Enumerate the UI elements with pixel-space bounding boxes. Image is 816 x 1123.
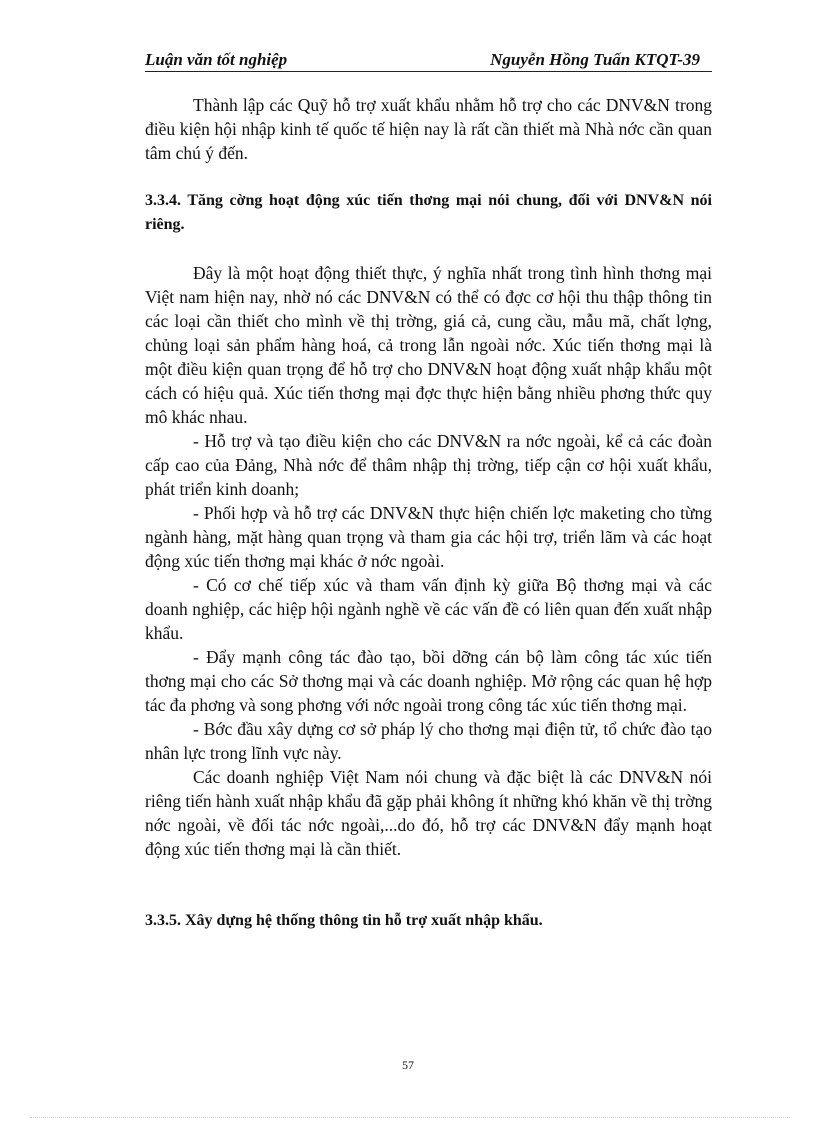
- header-author: Nguyễn Hồng Tuấn KTQT-39: [490, 50, 700, 69]
- page-body: [145, 93, 712, 933]
- header-thesis-title: Luận văn tốt nghiệp: [145, 50, 288, 69]
- paragraph-conclusion: Các doanh nghiệp Việt Nam nói chung và đặc biệt là các DNV&N nói riêng tiến hành xuất nhập khẩu đã gặp phải không ít những khó khăn về thị trờng nớc ngoài, về đối tác nớc ngoài,...do đó, hỗ trợ các DNV&N đẩy mạnh hoạt động xúc tiến thơng mại là cần thiết.: [145, 767, 712, 859]
- bullet-item: - Đẩy mạnh công tác đào tạo, bồi dỡng cán bộ làm công tác xúc tiến thơng mại cho các Sở thơng mại và các doanh nghiệp. Mở rộng các quan hệ hợp tác đa phơng và song phơng với nớc ngoài trong công tác xúc tiến thơng mại.: [145, 647, 712, 715]
- section-title: Tăng cờng hoạt động xúc tiến thơng mại nói chung, đối với DNV&N nói riêng.: [145, 192, 712, 233]
- section-heading-3-3-5: [145, 909, 712, 933]
- bullet-item: - Phối hợp và hỗ trợ các DNV&N thực hiện chiến lợc maketing cho từng ngành hàng, mặt hàng quan trọng và tham gia các hội trợ, triển lãm và các hoạt động xúc tiến thơng mại khác ở nớc ngoài.: [145, 503, 712, 571]
- section-number: 3.3.4.: [145, 192, 181, 209]
- section-title: Xây dựng hệ thống thông tin hỗ trợ xuất nhập khẩu.: [185, 912, 543, 929]
- section-number: 3.3.5.: [145, 912, 181, 929]
- paragraph-export-support-fund: Thành lập các Quỹ hỗ trợ xuất khẩu nhằm hỗ trợ cho các DNV&N trong điều kiện hội nhập kinh tế quốc tế hiện nay là rất cần thiết mà Nhà nớc cần quan tâm chú ý đến.: [145, 95, 712, 163]
- page-bottom-divider: [30, 1117, 790, 1118]
- bullet-item: - Hỗ trợ và tạo điều kiện cho các DNV&N ra nớc ngoài, kể cả các đoàn cấp cao của Đảng, Nhà nớc để thâm nhập thị trờng, tiếp cận cơ hội xuất khẩu, phát triển kinh doanh;: [145, 431, 712, 499]
- paragraph-trade-promotion: Đây là một hoạt động thiết thực, ý nghĩa nhất trong tình hình thơng mại Việt nam hiện nay, nhờ nó các DNV&N có thể có đợc cơ hội thu thập thông tin các loại cần thiết cho mình về thị trờng, giá cả, cung cầu, mẫu mã, chất lợng, chủng loại sản phẩm hàng hoá, cả trong lẫn ngoài nớc. Xúc tiến thơng mại là một điều kiện quan trọng để hỗ trợ cho DNV&N hoạt động xuất nhập khẩu một cách có hiệu quả. Xúc tiến thơng mại đợc thực hiện bằng nhiều phơng thức quy mô khác nhau.: [145, 263, 712, 427]
- page-number: 57: [402, 1058, 414, 1072]
- section-heading-3-3-4: [145, 189, 712, 237]
- bullet-item: - Bớc đầu xây dựng cơ sở pháp lý cho thơng mại điện tử, tổ chức đào tạo nhân lực trong lĩnh vực này.: [145, 719, 712, 763]
- running-header: [145, 49, 712, 72]
- bullet-item: - Có cơ chế tiếp xúc và tham vấn định kỳ giữa Bộ thơng mại và các doanh nghiệp, các hiệp hội ngành nghề về các vấn đề có liên quan đến xuất nhập khẩu.: [145, 575, 712, 643]
